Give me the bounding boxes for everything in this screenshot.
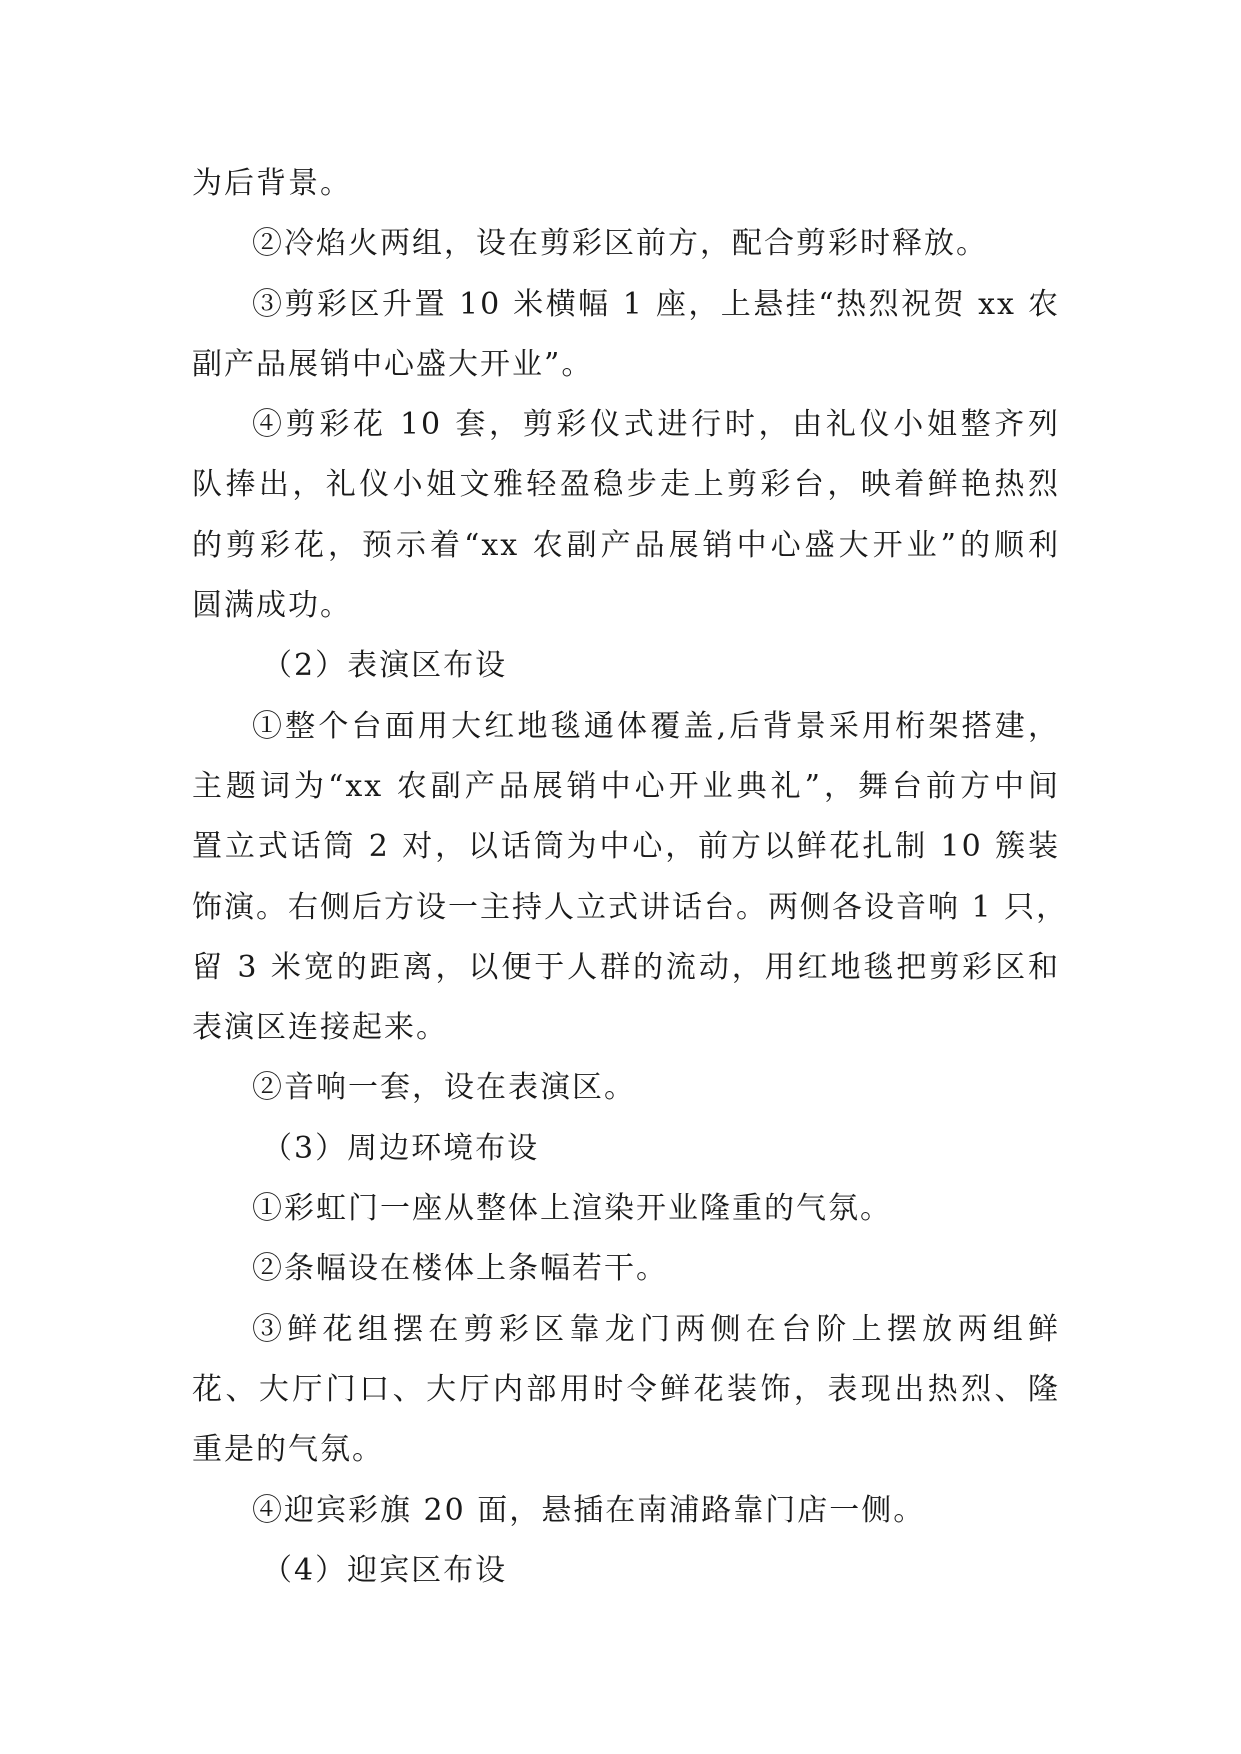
list-item-rainbow-arch: ①彩虹门一座从整体上渲染开业隆重的气氛。	[252, 1191, 892, 1227]
list-item-cold-fireworks: ②冷焰火两组，设在剪彩区前方，配合剪彩时释放。	[252, 226, 988, 262]
text-line: 饰演。右侧后方设一主持人立式讲话台。两侧各设音响 1 只，	[192, 889, 1069, 925]
text-line: 主题词为“xx 农副产品展销中心开业典礼”，舞台前方中间	[192, 768, 1060, 804]
section-heading-performance-area: （2）表演区布设	[262, 648, 508, 684]
document-body	[192, 154, 1069, 1601]
text-line: 的剪彩花，预示着“xx 农副产品展销中心盛大开业”的顺利	[192, 527, 1060, 563]
list-item-ribbon-flowers: ④剪彩花 10 套，剪彩仪式进行时，由礼仪小姐整齐列	[252, 407, 1060, 443]
section-heading-welcome-area: （4）迎宾区布设	[262, 1552, 508, 1588]
list-item-welcome-flags: ④迎宾彩旗 20 面，悬插在南浦路靠门店一侧。	[252, 1492, 926, 1528]
list-item-flower-arrangements: ③鲜花组摆在剪彩区靠龙门两侧在台阶上摆放两组鲜	[252, 1311, 1060, 1347]
text-line: 花、大厅门口、大厅内部用时令鲜花装饰，表现出热烈、隆	[192, 1371, 1060, 1407]
section-heading-surroundings: （3）周边环境布设	[262, 1130, 540, 1166]
list-item-streamers: ②条幅设在楼体上条幅若干。	[252, 1251, 668, 1287]
list-item-banner: ③剪彩区升置 10 米横幅 1 座，上悬挂“热烈祝贺 xx 农	[252, 286, 1060, 322]
text-line: 副产品展销中心盛大开业”。	[192, 346, 594, 382]
text-line: 为后背景。	[192, 166, 352, 201]
text-line: 重是的气氛。	[192, 1432, 384, 1468]
text-line: 表演区连接起来。	[192, 1010, 448, 1046]
list-item-sound-system: ②音响一套，设在表演区。	[252, 1070, 636, 1106]
text-line: 圆满成功。	[192, 588, 352, 624]
list-item-carpet: ①整个台面用大红地毯通体覆盖,后背景采用桁架搭建，	[252, 708, 1060, 744]
text-line: 置立式话筒 2 对，以话筒为中心，前方以鲜花扎制 10 簇装	[192, 829, 1060, 865]
text-line: 留 3 米宽的距离，以便于人群的流动，用红地毯把剪彩区和	[192, 949, 1060, 985]
text-line: 队捧出，礼仪小姐文雅轻盈稳步走上剪彩台，映着鲜艳热烈	[192, 467, 1060, 503]
